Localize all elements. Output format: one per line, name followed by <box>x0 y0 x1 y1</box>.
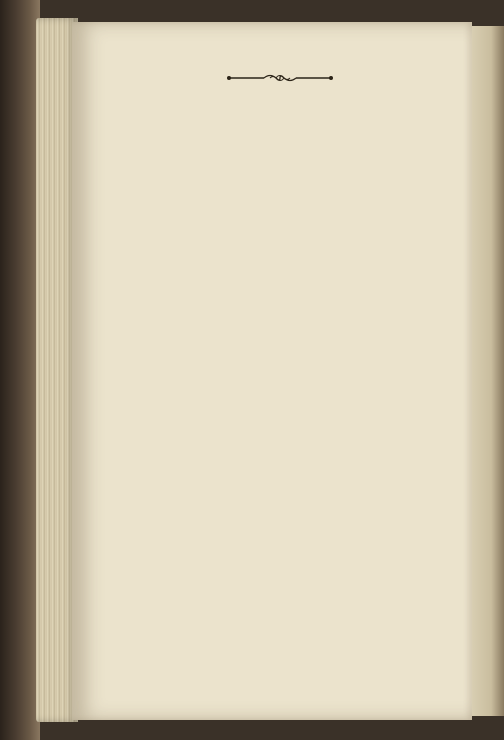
ornament-icon <box>226 73 334 83</box>
book-spine <box>0 0 40 740</box>
book-page <box>72 22 472 720</box>
facing-page-edge <box>472 26 504 716</box>
